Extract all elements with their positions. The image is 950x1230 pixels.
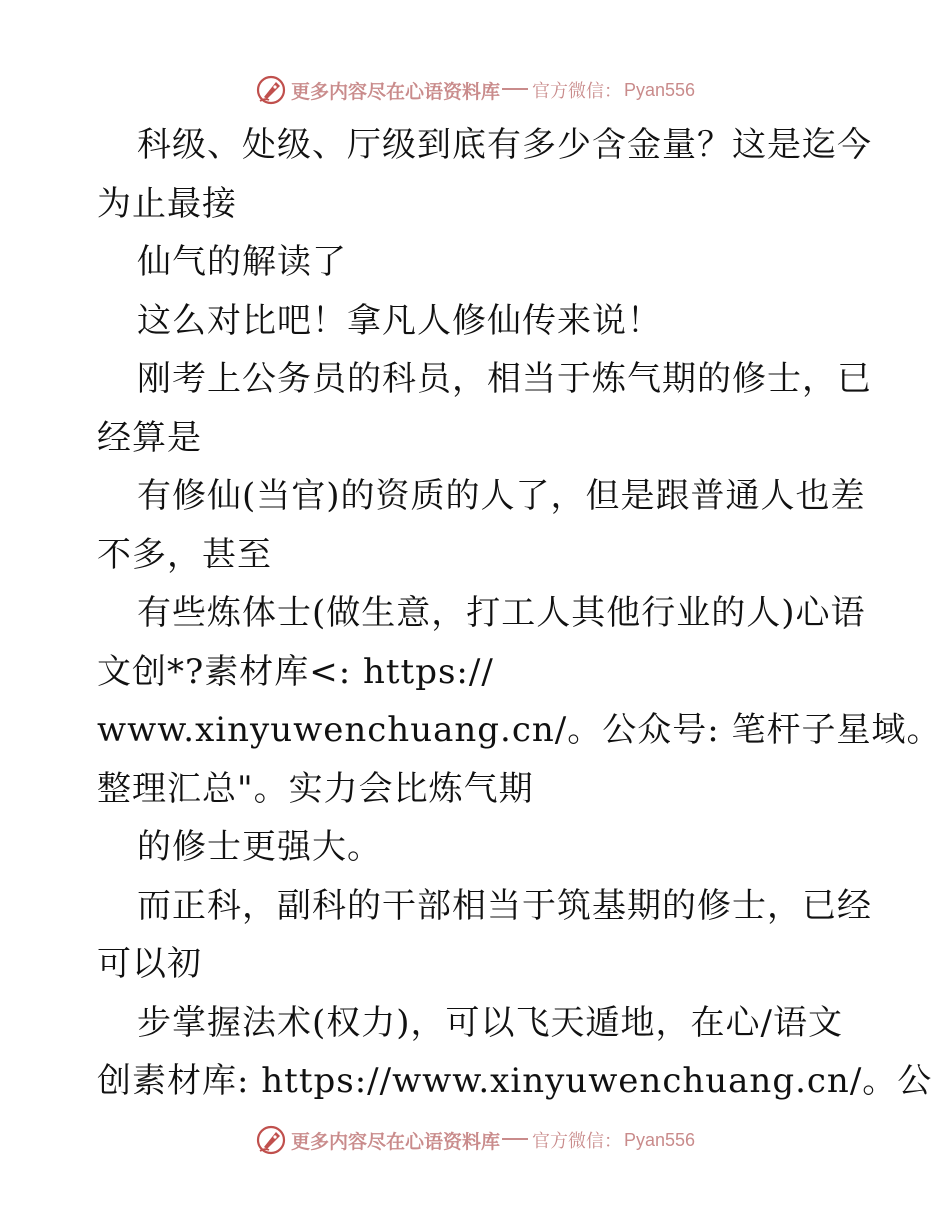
- text-line: 整理汇总"。实力会比炼气期: [97, 768, 534, 809]
- footer-watermark: [0, 1122, 950, 1158]
- watermark-dash: [502, 88, 528, 90]
- watermark-wechat-label: 官方微信：: [531, 1131, 622, 1152]
- text-line: 科级、处级、厅级到底有多少含金量？这是迄今: [137, 125, 872, 165]
- text-line: 仙气的解读了: [137, 242, 347, 282]
- text-line: 文创*?素材库<: https://: [97, 651, 494, 692]
- watermark-wechat-label: 官方微信：: [531, 81, 622, 102]
- watermark-wechat-id: Pyan556: [623, 1129, 696, 1150]
- text-line: 创素材库: https://www.xinyuwenchuang.cn/。公: [97, 1061, 933, 1101]
- text-line: 不多，甚至: [97, 534, 272, 575]
- watermark-wechat-id: Pyan556: [623, 79, 696, 100]
- text-line: 而正科，副科的干部相当于筑基期的修士，已经: [137, 885, 872, 926]
- pen-nib-logo-icon: [255, 1124, 287, 1156]
- watermark-dash: [502, 1138, 528, 1140]
- watermark-site-text: 更多内容尽在心语资料库: [290, 80, 500, 103]
- watermark-site-text: 更多内容尽在心语资料库: [290, 1130, 500, 1153]
- pen-nib-logo-icon: [255, 74, 287, 106]
- text-line: 刚考上公务员的科员，相当于炼气期的修士，已: [137, 359, 872, 399]
- text-line: 步掌握法术(权力)，可以飞天遁地，在心/语文: [137, 1002, 843, 1043]
- text-line: 有修仙(当官)的资质的人了，但是跟普通人也差: [137, 476, 866, 516]
- header-watermark: [0, 72, 950, 108]
- text-line: 经算是: [97, 417, 202, 458]
- text-line: www.xinyuwenchuang.cn/。公众号: 笔杆子星域。: [97, 710, 942, 750]
- text-line: 的修士更强大。: [137, 827, 382, 867]
- text-line: 为止最接: [97, 183, 237, 224]
- text-line: 有些炼体士(做生意，打工人其他行业的人)心语: [137, 593, 866, 633]
- document-body: [97, 116, 942, 1111]
- text-line: 这么对比吧！拿凡人修仙传来说！: [137, 300, 662, 341]
- text-line: 可以初: [97, 944, 202, 984]
